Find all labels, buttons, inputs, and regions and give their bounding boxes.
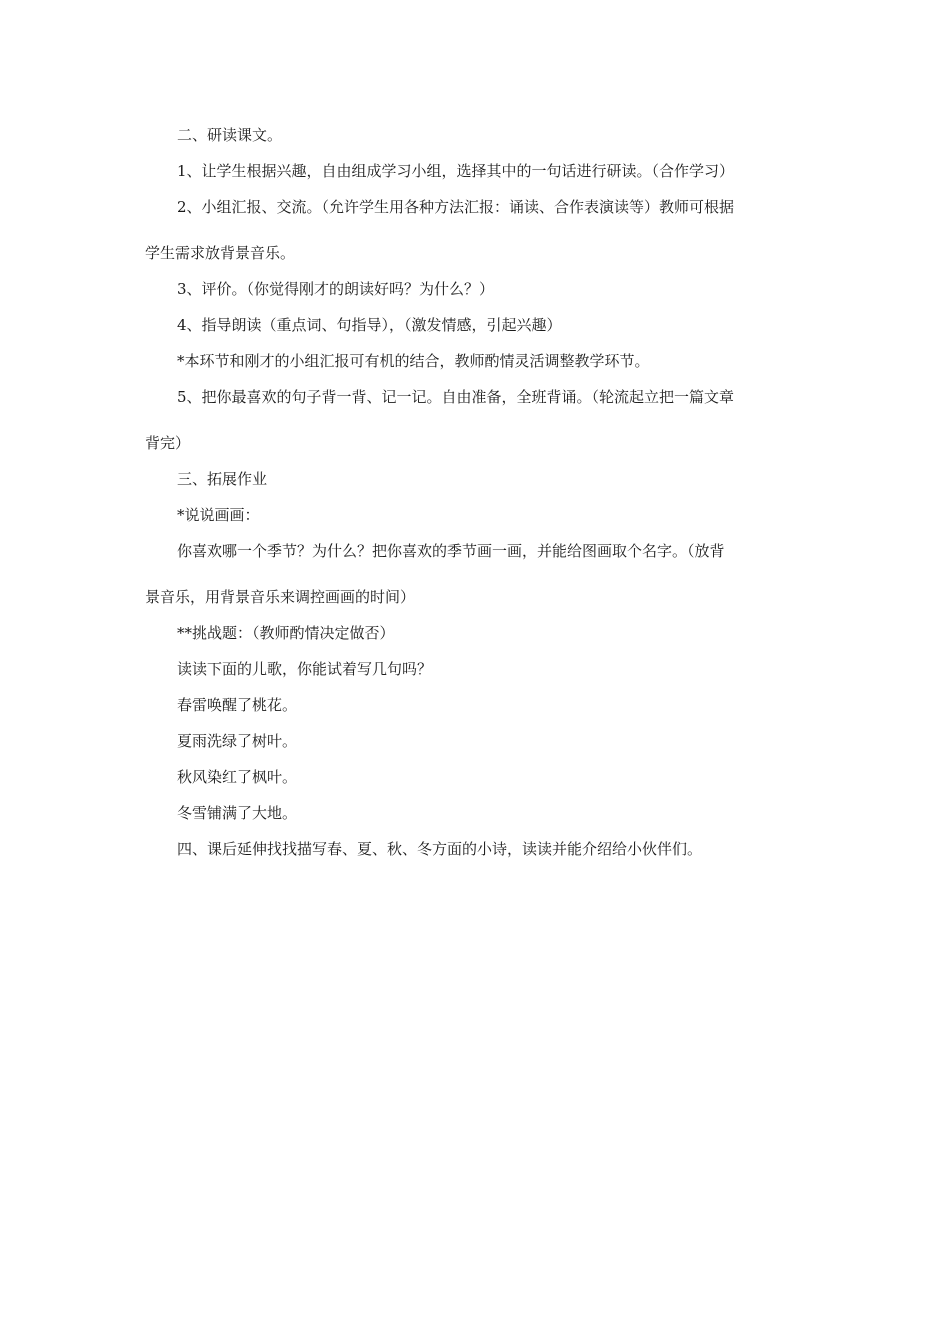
paragraph-step-1: 1、让学生根据兴趣，自由组成学习小组，选择其中的一句话进行研读。（合作学习）	[177, 162, 735, 180]
document-body	[145, 126, 810, 858]
rhyme-line-winter: 冬雪铺满了大地。	[177, 804, 298, 822]
paragraph-step-4: 4、指导朗读（重点词、句指导），（激发情感，引起兴趣）	[177, 316, 562, 334]
section-heading-after-class: 四、课后延伸找找描写春、夏、秋、冬方面的小诗，读读并能介绍给小伙伴们。	[177, 840, 703, 858]
paragraph-season-question: 你喜欢哪一个季节？为什么？把你喜欢的季节画一画，并能给图画取个名字。（放背	[177, 542, 725, 560]
section-heading-extension: 三、拓展作业	[177, 470, 268, 488]
rhyme-line-summer: 夏雨洗绿了树叶。	[177, 732, 298, 750]
rhyme-line-spring: 春雷唤醒了桃花。	[177, 696, 298, 714]
paragraph-step-2: 2、小组汇报、交流。（允许学生用各种方法汇报：诵读、合作表演读等）教师可根据	[177, 198, 735, 216]
paragraph-rhyme-intro: 读读下面的儿歌，你能试着写几句吗？	[177, 660, 433, 678]
paragraph-season-question-continued: 景音乐，用背景音乐来调控画画的时间）	[145, 588, 416, 606]
paragraph-step-2-continued: 学生需求放背景音乐。	[145, 244, 296, 262]
paragraph-step-5-continued: 背完）	[145, 434, 191, 452]
rhyme-line-autumn: 秋风染红了枫叶。	[177, 768, 298, 786]
paragraph-talk-draw: *说说画画：	[177, 506, 260, 524]
paragraph-step-3: 3、评价。（你觉得刚才的朗读好吗？为什么？）	[177, 280, 495, 298]
paragraph-note: *本环节和刚才的小组汇报可有机的结合，教师酌情灵活调整教学环节。	[177, 352, 650, 370]
section-heading-study-text: 二、研读课文。	[177, 126, 283, 144]
paragraph-step-5: 5、把你最喜欢的句子背一背、记一记。自由准备，全班背诵。（轮流起立把一篇文章	[177, 388, 735, 406]
paragraph-challenge: **挑战题：（教师酌情决定做否）	[177, 624, 395, 642]
